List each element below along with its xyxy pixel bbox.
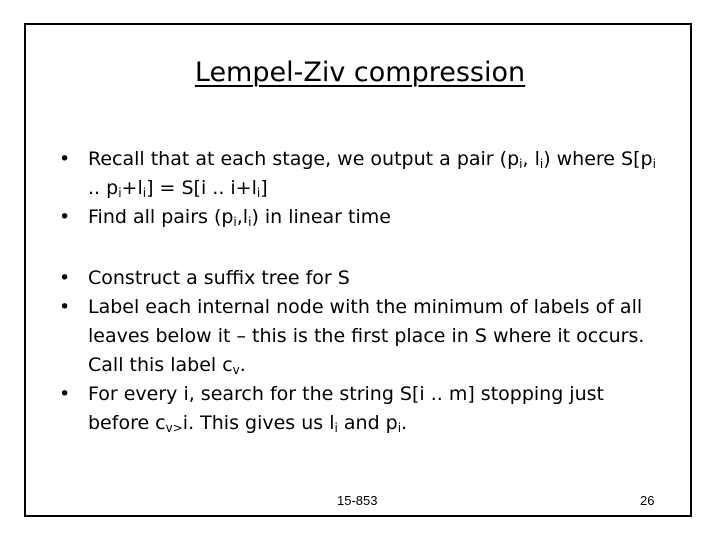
bullet-text: Recall that at each stage, we output a pair (p (88, 148, 520, 170)
bullet-text: Label each internal node with the minimum of labels of all leaves below it – this is the first place in S where it occurs. Call this label c (88, 296, 645, 376)
subscript: v (232, 363, 240, 377)
slide-title-text: Lempel-Ziv compression (194, 57, 526, 88)
footer-course-number: 15-853 (337, 493, 378, 508)
bullet-text: . (239, 354, 246, 376)
bullet-text: For every i, search for the string S[i .. m] stopping just before c (88, 383, 604, 434)
slide-title (0, 57, 720, 88)
subscript: i (233, 215, 237, 229)
bullet-text: , l (522, 148, 540, 170)
subscript: i (519, 157, 523, 171)
bullet-item (59, 264, 669, 293)
bullet-list-top (59, 145, 669, 232)
bullet-text: ] = S[i .. i+l (146, 177, 257, 199)
subscript: i (334, 421, 338, 435)
bullet-list-bottom (59, 264, 669, 438)
subscript: i (256, 186, 261, 200)
bullet-item (59, 293, 669, 380)
subscript: i (118, 186, 122, 200)
subscript: v> (165, 421, 183, 435)
bullet-text: ,l (236, 206, 249, 228)
footer-page-number: 26 (640, 493, 655, 508)
bullet-item (59, 380, 669, 438)
bullet-text: +l (121, 177, 143, 199)
bullet-text: ) in linear time (251, 206, 391, 228)
bullet-text: i. This gives us l (182, 412, 335, 434)
subscript: i (142, 186, 147, 200)
bullet-dot: • (59, 267, 71, 289)
bullet-text: ) where S[p (543, 148, 653, 170)
bullet-item (59, 145, 669, 203)
bullet-item (59, 203, 669, 232)
bullet-text: ] (260, 177, 268, 199)
subscript: i (652, 157, 656, 171)
subscript: i (539, 157, 544, 171)
subscript: i (248, 215, 252, 229)
bullet-text: Find all pairs (p (88, 206, 234, 228)
bullet-dot: • (59, 383, 71, 405)
bullet-dot: • (59, 206, 71, 228)
bullet-text: and p (337, 412, 398, 434)
bullet-text: .. p (88, 177, 119, 199)
bullet-dot: • (59, 148, 71, 170)
bullet-text: . (401, 412, 408, 434)
subscript: i (397, 421, 402, 435)
bullet-dot: • (59, 296, 71, 318)
bullet-text: Construct a suffix tree for S (88, 267, 350, 289)
